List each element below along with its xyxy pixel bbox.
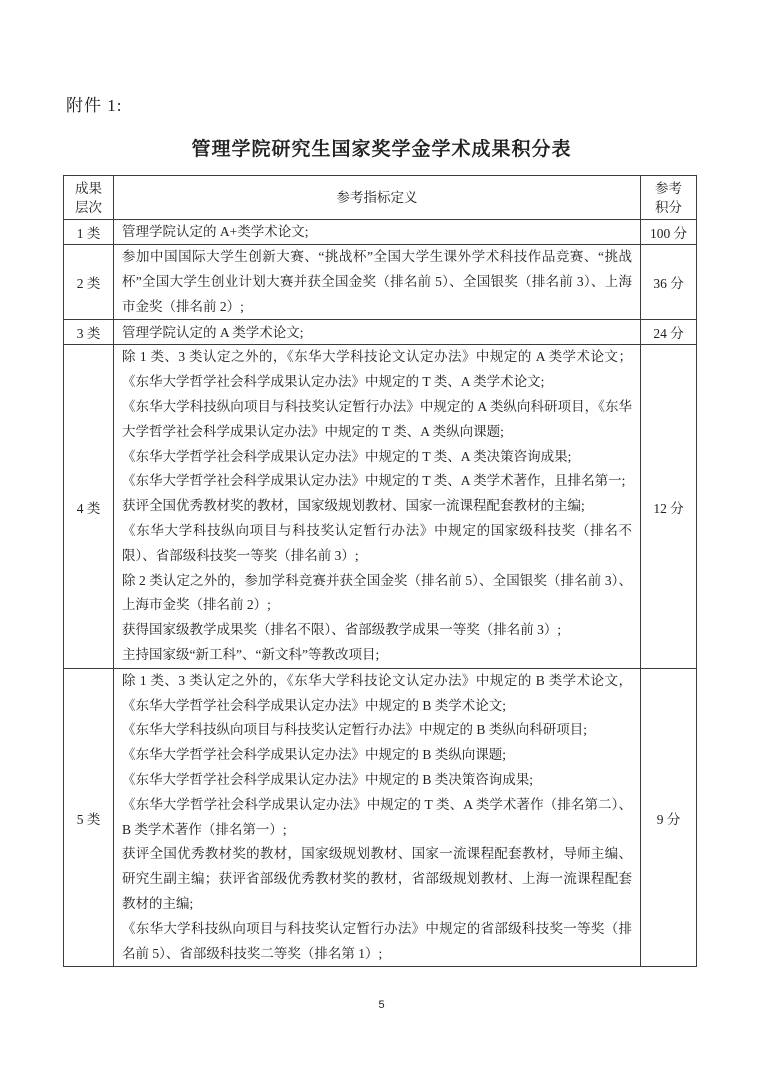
header-points xyxy=(641,176,697,220)
indicator-item: 管理学院认定的 A 类学术论文; xyxy=(122,324,304,340)
indicator-item: 管理学院认定的 A+类学术论文; xyxy=(122,224,309,240)
points-cell: 36 分 xyxy=(641,245,697,320)
level-cell: 5 类 xyxy=(64,668,114,967)
indicator-item: 获得国家级教学成果奖（排名不限）、省部级教学成果一等奖（排名前 3）; xyxy=(122,622,562,638)
indicator-item: 除 1 类、3 类认定之外的，《东华大学科技论文认定办法》中规定的 B 类学术论文，《东华大学哲学社会科学成果认定办法》中规定的 B 类学术论文; xyxy=(122,672,632,713)
header-level xyxy=(64,176,114,220)
level-cell: 3 类 xyxy=(64,320,114,345)
definition-cell xyxy=(114,245,641,320)
header-definition: 参考指标定义 xyxy=(114,176,641,220)
points-cell: 12 分 xyxy=(641,345,697,668)
indicator-item: 《东华大学哲学社会科学成果认定办法》中规定的 T 类、A 类学术著作，且排名第一; xyxy=(122,473,626,489)
indicator-item: 《东华大学科技纵向项目与科技奖认定暂行办法》中规定的 B 类纵向科研项目; xyxy=(122,722,588,738)
indicator-item: 除 2 类认定之外的，参加学科竞赛并获全国金奖（排名前 5）、全国银奖（排名前 3）、上海市金奖（排名前 2）; xyxy=(122,572,632,613)
page-title: 管理学院研究生国家奖学金学术成果积分表 xyxy=(191,139,572,160)
table-row-category-4 xyxy=(64,345,697,668)
header-points-line2: 积分 xyxy=(655,199,682,215)
indicator-item: 《东华大学哲学社会科学成果认定办法》中规定的 T 类、A 类学术著作（排名第二）、B 类学术著作（排名第一）; xyxy=(122,796,632,837)
indicator-item: 《东华大学哲学社会科学成果认定办法》中规定的 B 类决策咨询成果; xyxy=(122,771,534,787)
indicator-item: 《东华大学科技纵向项目与科技奖认定暂行办法》中规定的国家级科技奖（排名不限）、省部级科技奖一等奖（排名前 3）; xyxy=(122,522,632,563)
indicator-item: 获评全国优秀教材奖的教材，国家级规划教材、国家一流课程配套教材，导师主编、研究生副主编；获评省部级优秀教材奖的教材，省部级规划教材、上海一流课程配套教材的主编; xyxy=(122,846,632,911)
header-level-line1: 成果 xyxy=(75,180,102,196)
score-table xyxy=(63,175,697,967)
indicator-item: 《东华大学科技纵向项目与科技奖认定暂行办法》中规定的省部级科技奖一等奖（排名前 5）、省部级科技奖二等奖（排名第 1）; xyxy=(122,920,632,961)
indicator-item: 除 1 类、3 类认定之外的，《东华大学科技论文认定办法》中规定的 A 类学术论文；《东华大学哲学社会科学成果认定办法》中规定的 T 类、A 类学术论文; xyxy=(122,349,632,390)
indicator-item: 获评全国优秀教材奖的教材，国家级规划教材、国家一流课程配套教材的主编; xyxy=(122,498,585,514)
points-cell: 24 分 xyxy=(641,320,697,345)
table-header-row xyxy=(64,176,697,220)
definition-cell xyxy=(114,668,641,967)
definition-cell xyxy=(114,220,641,245)
definition-cell xyxy=(114,345,641,668)
header-points-line1: 参考 xyxy=(655,180,682,196)
table-row-category-5 xyxy=(64,668,697,967)
indicator-item: 参加中国国际大学生创新大赛、“挑战杯”全国大学生课外学术科技作品竞赛、“挑战杯”全国大学生创业计划大赛并获全国金奖（排名前 5）、全国银奖（排名前 3）、上海市金奖（排名前 2）; xyxy=(122,249,632,314)
indicator-item: 主持国家级“新工科”、“新文科”等教改项目; xyxy=(122,646,380,662)
level-cell: 4 类 xyxy=(64,345,114,668)
level-cell: 2 类 xyxy=(64,245,114,320)
table-row-category-2 xyxy=(64,245,697,320)
definition-cell xyxy=(114,320,641,345)
level-cell: 1 类 xyxy=(64,220,114,245)
indicator-item: 《东华大学哲学社会科学成果认定办法》中规定的 B 类纵向课题; xyxy=(122,747,507,763)
points-cell: 9 分 xyxy=(641,668,697,967)
table-row-category-1 xyxy=(64,220,697,245)
indicator-item: 《东华大学哲学社会科学成果认定办法》中规定的 T 类、A 类决策咨询成果; xyxy=(122,448,572,464)
header-level-line2: 层次 xyxy=(75,199,102,215)
attachment-label: 附件 1: xyxy=(66,96,123,115)
indicator-item: 《东华大学科技纵向项目与科技奖认定暂行办法》中规定的 A 类纵向科研项目，《东华大学哲学社会科学成果认定办法》中规定的 T 类、A 类纵向课题; xyxy=(122,398,632,439)
table-row-category-3 xyxy=(64,320,697,345)
page-number: 5 xyxy=(378,999,385,1011)
points-cell: 100 分 xyxy=(641,220,697,245)
